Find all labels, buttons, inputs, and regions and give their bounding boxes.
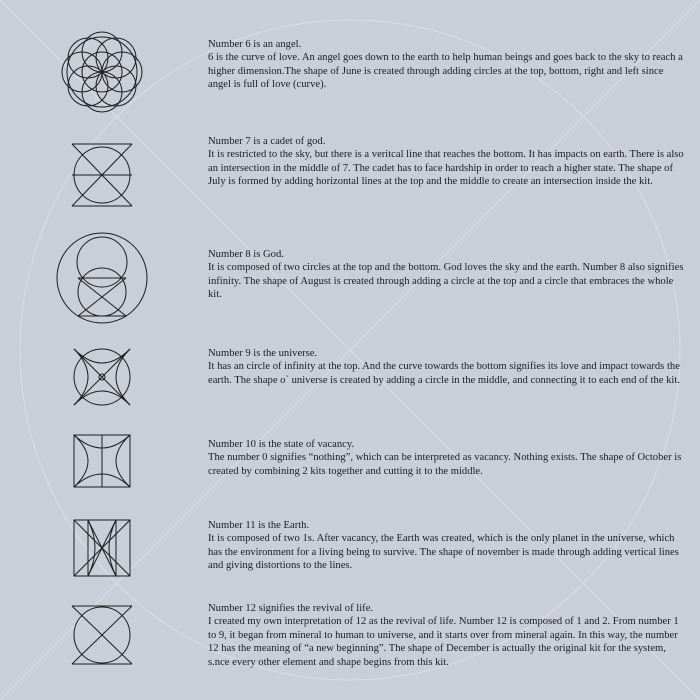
- entry-title: Number 7 is a cadet of god.: [208, 136, 326, 147]
- entry-title: Number 11 is the Earth.: [208, 520, 310, 531]
- entry-text: [208, 38, 686, 92]
- earth-lined-box-symbol-icon: [52, 516, 152, 578]
- entry-number-7: [0, 135, 700, 215]
- universe-star-circle-symbol-icon: [52, 345, 152, 409]
- entry-text: [208, 248, 686, 302]
- entry-text: [208, 438, 686, 478]
- entry-number-11: [0, 514, 700, 584]
- entry-body: It has an circle of infinity at the top. And the curve towards the bottom signifies its love and impact towards the earth. The shape o` universe is created by adding a circle in the middle, and connecting it to each end of the kit.: [208, 361, 680, 386]
- entry-body: It is composed of two circles at the top and the bottom. God loves the sky and the earth. Number 8 also signifies infinity. The shape of August is created through adding a circle at the top and a circle that embraces the whole kit.: [208, 262, 684, 301]
- entry-number-10: [0, 430, 700, 495]
- entry-title: Number 9 is the universe.: [208, 348, 318, 359]
- angel-flower-symbol-icon: [52, 22, 152, 122]
- entry-text: [208, 519, 686, 573]
- cadet-crossed-box-symbol-icon: [52, 140, 152, 210]
- entry-text: [208, 135, 686, 189]
- entry-text: [208, 347, 686, 387]
- entry-body: I created my own interpretation of 12 as the revival of life. Number 12 is composed of 1 and 2. From number 1 to 9, it began from mineral to human to universe, and it starts over from mineral again. In this way, the number 12 has the meaning of “a new beginning”. The shape of December is actually the original kit for the system, s.nce every other element and shape begins from this kit.: [208, 616, 679, 668]
- entry-body: 6 is the curve of love. An angel goes down to the earth to help human beings and goes back to the sky to reach a higher dimension.The shape of June is created through adding circles at the top, bottom, right and left since angel is full of love (curve).: [208, 52, 683, 91]
- entry-title: Number 6 is an angel.: [208, 39, 302, 50]
- entry-body: It is composed of two 1s. After vacancy, the Earth was created, which is the only planet in the universe, which has the environment for a living being to survive. The shape of november is made through adding vertical lines and giving distortions to the lines.: [208, 533, 679, 572]
- entry-number-6: [0, 22, 700, 132]
- entry-number-9: [0, 343, 700, 413]
- entry-body: The number 0 signifies “nothing”, which can be interpreted as vacancy. Nothing exists. The shape of October is created by combining 2 kits together and cutting it to the middle.: [208, 452, 682, 477]
- entry-number-12: [0, 600, 700, 695]
- god-double-circle-symbol-icon: [52, 226, 152, 330]
- revival-circle-cross-symbol-icon: [52, 602, 152, 668]
- entry-title: Number 8 is God.: [208, 249, 284, 260]
- entry-title: Number 10 is the state of vacancy.: [208, 439, 355, 450]
- entry-text: [208, 602, 686, 669]
- entry-body: It is restricted to the sky, but there is a veritcal line that reaches the bottom. It has impacts on earth. There is also an intersection in the middle of 7. The cadet has to face hardship in order to reach a higher state. The shape of July is formed by adding horizontal lines at the top and the middle to create an intersection inside the kit.: [208, 149, 684, 188]
- vacancy-box-symbol-icon: [52, 432, 152, 490]
- entry-number-8: [0, 226, 700, 331]
- entry-title: Number 12 signifies the revival of life.: [208, 603, 374, 614]
